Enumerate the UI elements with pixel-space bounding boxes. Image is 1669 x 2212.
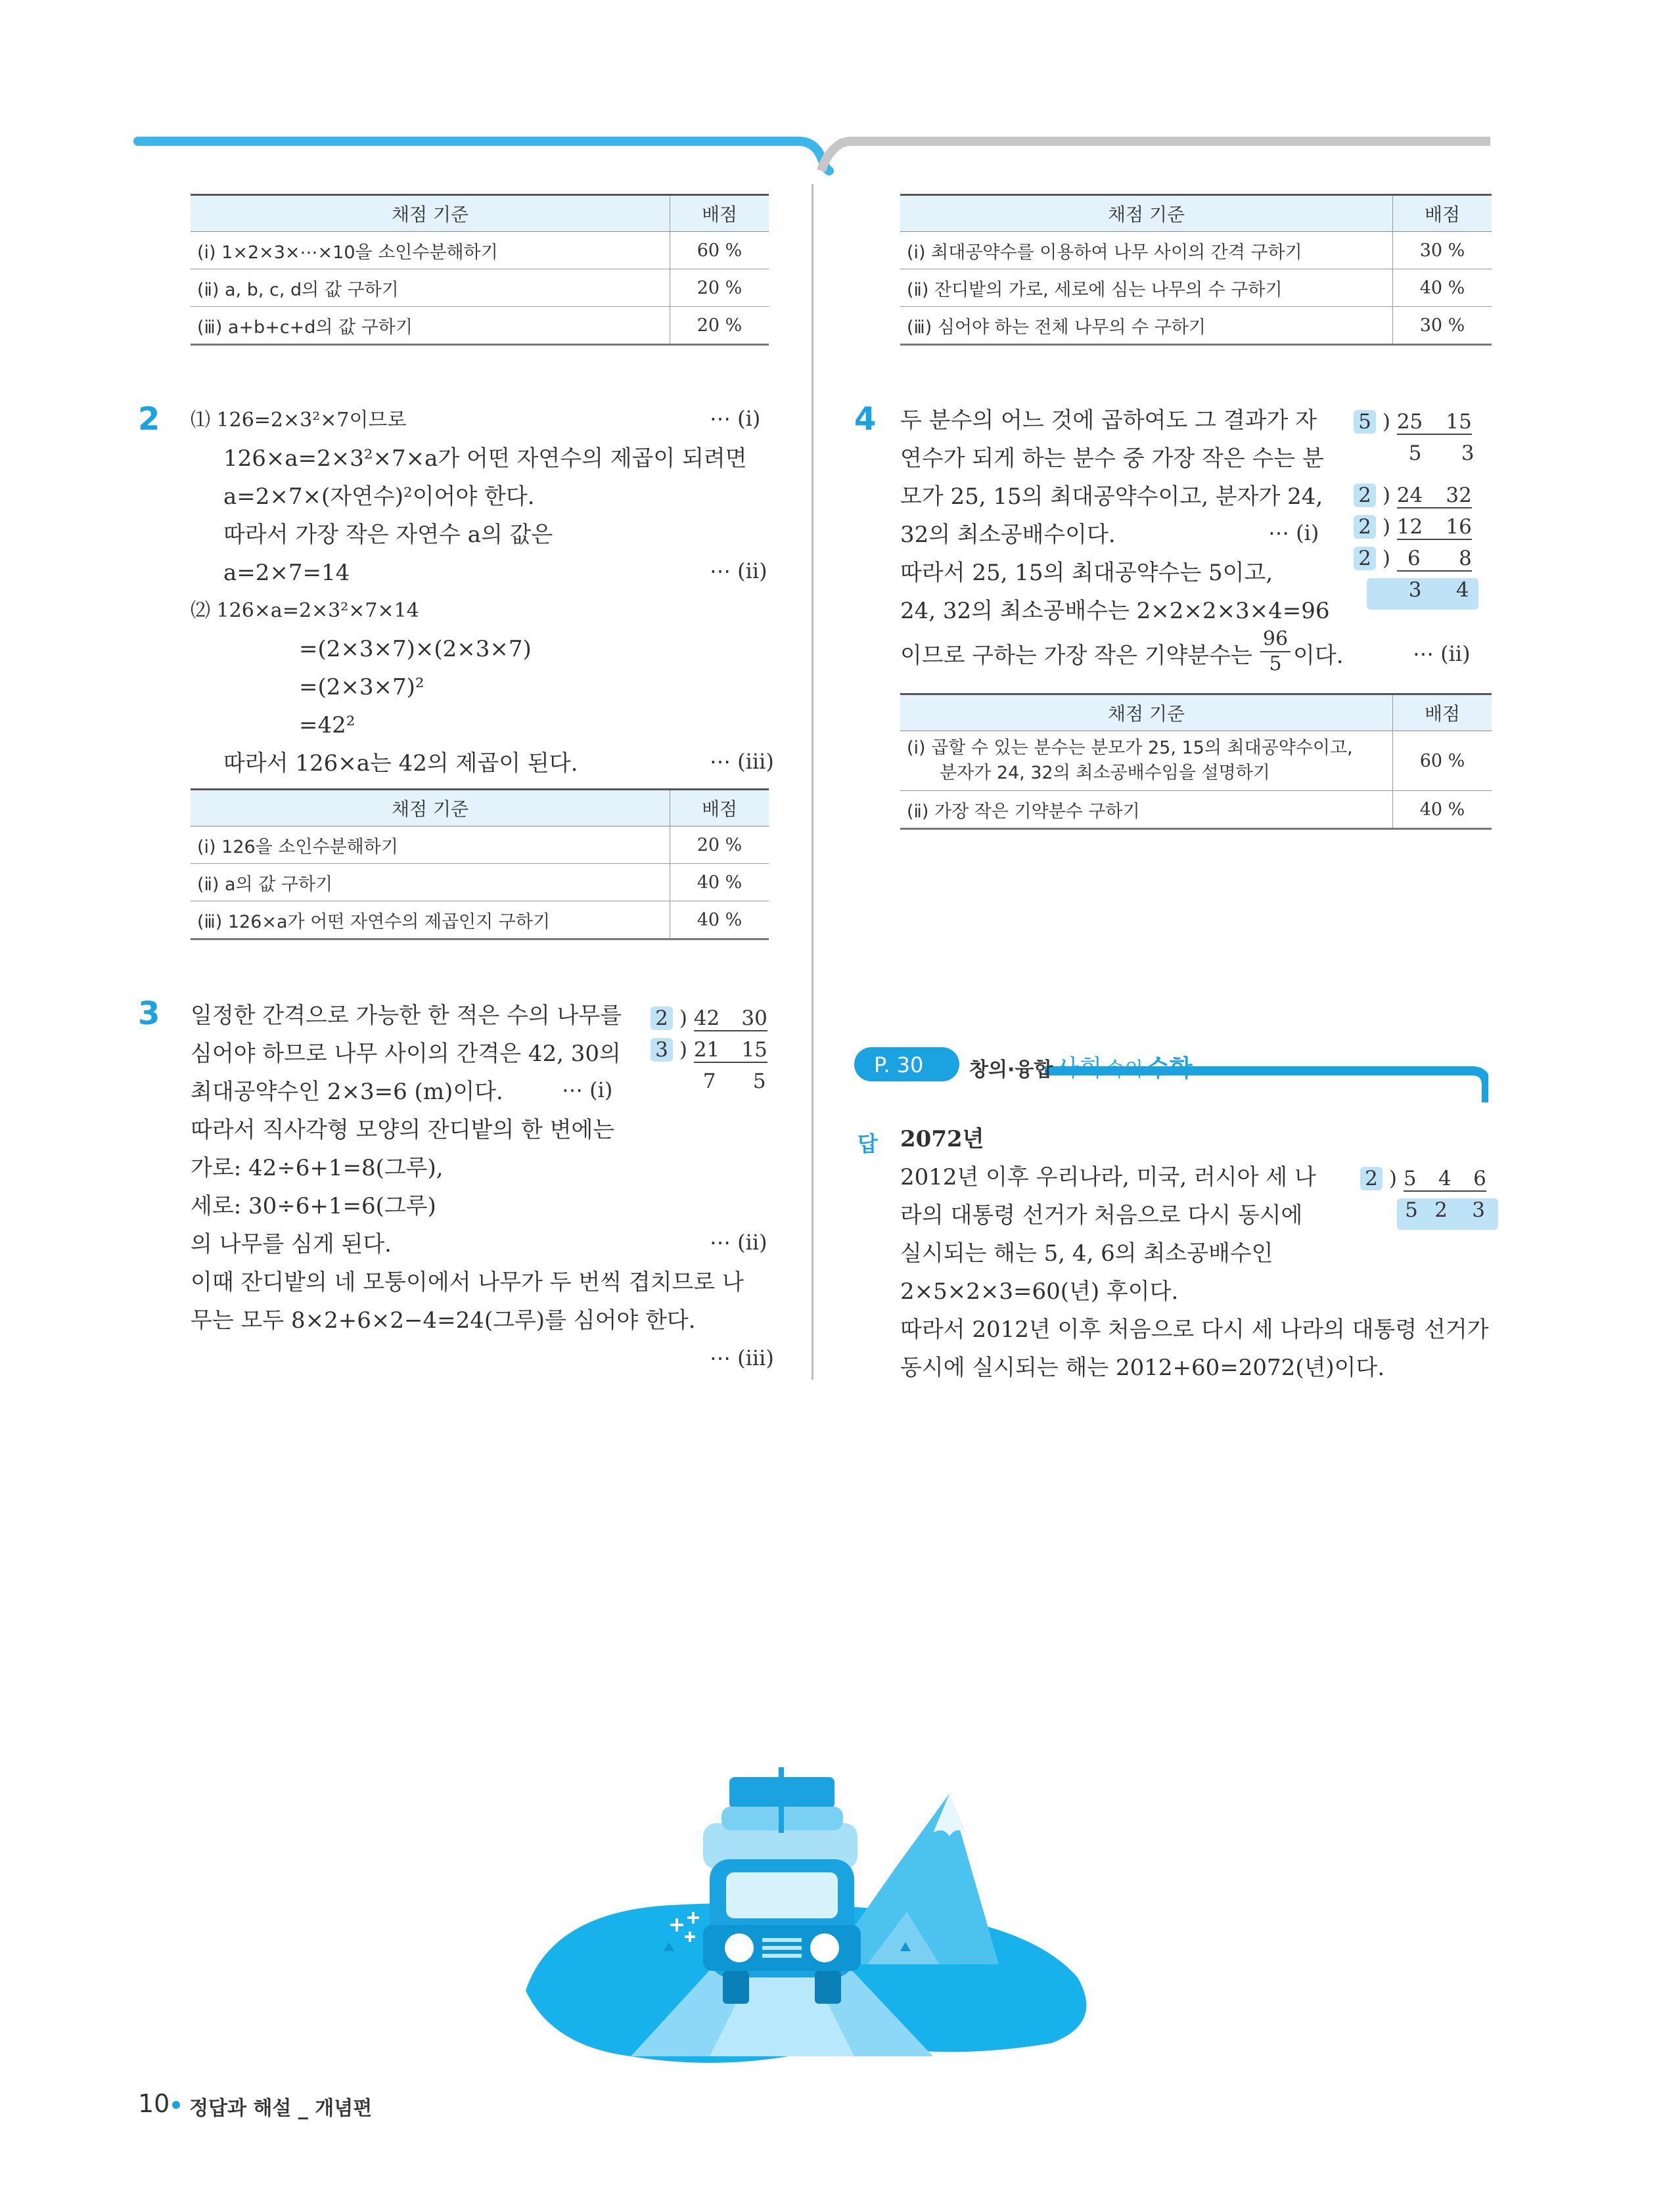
table-row: (ⅱ) 가장 작은 기약분수 구하기 40 % [900, 791, 1492, 829]
p2-line: ⑵ 126×a=2×3²×7×14 [191, 599, 419, 622]
answer-line: 2012년 이후 우리나라, 미국, 러시아 세 나 [900, 1164, 1316, 1190]
p2-line: 따라서 가장 작은 자연수 a의 값은 [223, 522, 553, 548]
banner-title: 창의·융합 사회 속의 수학 [969, 1055, 1193, 1082]
answer-line: 동시에 실시되는 해는 2012+60=2072(년)이다. [900, 1355, 1385, 1381]
p4-division-gcd: 5 ) 25 15 5 3 [1354, 410, 1475, 473]
step-mark: ⋯ (ⅰ) [1268, 520, 1319, 545]
table-header: 배점 [1393, 195, 1492, 232]
p4-line: 따라서 25, 15의 최대공약수는 5이고, [900, 560, 1273, 586]
table-row: (ⅰ) 1×2×3×⋯×10을 소인수분해하기 60 % [191, 232, 769, 269]
step-mark: ⋯ (ⅱ) [710, 558, 767, 583]
p3-line: 의 나무를 심게 된다. [191, 1231, 392, 1257]
problem-number: 4 [854, 401, 877, 438]
p2-line: =(2×3×7)² [299, 674, 424, 700]
p4-line: 두 분수의 어느 것에 곱하여도 그 결과가 자 [900, 407, 1317, 434]
p4-division-lcm: 2 ) 24 32 2 ) 12 16 2 ) 6 8 3 4 [1354, 484, 1478, 610]
step-mark: ⋯ (ⅲ) [710, 1345, 774, 1370]
step-mark: ⋯ (ⅱ) [710, 1230, 767, 1255]
table-row: (ⅲ) 심어야 하는 전체 나무의 수 구하기 30 % [900, 307, 1492, 345]
table-row: (ⅰ) 곱할 수 있는 분수는 분모가 25, 15의 최대공약수이고, 분자가 24, 32의 최소공배수임을 설명하기 60 % [900, 731, 1492, 791]
p2-table [191, 788, 769, 940]
table-row: (ⅱ) a, b, c, d의 값 구하기 20 % [191, 269, 769, 307]
p2-line: 126×a=2×3²×7×a가 어떤 자연수의 제곱이 되려면 [223, 445, 747, 472]
table-header: 채점 기준 [191, 790, 670, 826]
problem-number: 2 [138, 401, 160, 438]
table-header: 채점 기준 [900, 195, 1393, 232]
answer-line: 따라서 2012년 이후 처음으로 다시 세 나라의 대통령 선거가 [900, 1317, 1489, 1343]
table-header: 배점 [670, 195, 769, 232]
footer-title: 정답과 해설 _ 개념편 [189, 2097, 373, 2120]
p3-line: 무는 모두 8×2+6×2−4=24(그루)를 심어야 한다. [191, 1307, 696, 1334]
answer-tag: 답 [857, 1131, 878, 1156]
p2-line: =(2×3×7)×(2×3×7) [299, 636, 532, 662]
answer-division: 2 ) 5 4 6 5 2 3 [1360, 1167, 1498, 1230]
page-number: 10 [138, 2089, 170, 2118]
p4-line: 24, 32의 최소공배수는 2×2×2×3×4=96 [900, 598, 1330, 624]
table-row: (ⅲ) a+b+c+d의 값 구하기 20 % [191, 307, 769, 345]
top-rule [0, 0, 1669, 184]
p4-line: 모가 25, 15의 최대공약수이고, 분자가 24, [900, 484, 1323, 510]
table-row: (ⅲ) 126×a가 어떤 자연수의 제곱인지 구하기 40 % [191, 901, 769, 939]
p3-line: 최대공약수인 2×3=6 (m)이다. [191, 1079, 503, 1105]
column-divider [812, 184, 813, 1380]
p3-line: 일정한 간격으로 가능한 한 적은 수의 나무를 [191, 1003, 622, 1029]
p4-line: 이므로 구하는 가장 작은 기약분수는 [900, 643, 1252, 669]
answer-line: 2×5×2×3=60(년) 후이다. [900, 1278, 1179, 1305]
answer-line: 실시되는 해는 5, 4, 6의 최소공배수인 [900, 1240, 1273, 1267]
table-header: 채점 기준 [191, 195, 670, 232]
page-ref-badge: P. 30 [874, 1052, 924, 1077]
p4-table [900, 693, 1492, 830]
step-mark: ⋯ (ⅰ) [562, 1077, 613, 1102]
p3-division: 2 ) 42 30 3 ) 21 15 7 5 [651, 1006, 767, 1101]
p4-line: 이다. [1293, 643, 1344, 669]
table-header: 배점 [1393, 694, 1492, 731]
table-row: (ⅰ) 최대공약수를 이용하여 나무 사이의 간격 구하기 30 % [900, 232, 1492, 269]
fraction: 96 5 [1260, 627, 1291, 676]
p2-line: a=2×7×(자연수)²이어야 한다. [223, 484, 535, 510]
table-row: (ⅰ) 126을 소인수분해하기 20 % [191, 826, 769, 864]
table-header: 채점 기준 [900, 694, 1393, 731]
p3-line: 심어야 하므로 나무 사이의 간격은 42, 30의 [191, 1041, 621, 1067]
right-table1 [900, 194, 1492, 346]
problem-number: 3 [138, 995, 160, 1032]
table-row: (ⅱ) a의 값 구하기 40 % [191, 864, 769, 901]
step-mark: ⋯ (ⅲ) [710, 749, 774, 774]
step-mark: ⋯ (ⅱ) [1413, 641, 1471, 666]
p4-line: 32의 최소공배수이다. [900, 522, 1116, 548]
p2-line: 따라서 126×a는 42의 제곱이 된다. [223, 750, 578, 777]
p2-line: ⑴ 126=2×3²×7이므로 [191, 409, 407, 432]
p3-line: 가로: 42÷6+1=8(그루), [191, 1155, 444, 1181]
left-table1 [191, 194, 769, 346]
p2-line: a=2×7=14 [223, 560, 350, 586]
p2-line: =42² [299, 712, 355, 738]
p3-line: 이때 잔디밭의 네 모퉁이에서 나무가 두 번씩 겹치므로 나 [191, 1269, 744, 1296]
answer-value: 2072년 [900, 1126, 984, 1152]
p4-line: 연수가 되게 하는 분수 중 가장 작은 수는 분 [900, 445, 1324, 472]
step-mark: ⋯ (ⅰ) [710, 406, 761, 431]
car-illustration [513, 1715, 1104, 2069]
answer-line: 라의 대통령 선거가 처음으로 다시 동시에 [900, 1202, 1303, 1229]
table-header: 배점 [670, 790, 769, 826]
p3-line: 따라서 직사각형 모양의 잔디밭의 한 변에는 [191, 1117, 615, 1143]
bullet-icon [172, 2101, 180, 2109]
p3-line: 세로: 30÷6+1=6(그루) [191, 1193, 436, 1219]
table-row: (ⅱ) 잔디밭의 가로, 세로에 심는 나무의 수 구하기 40 % [900, 269, 1492, 307]
